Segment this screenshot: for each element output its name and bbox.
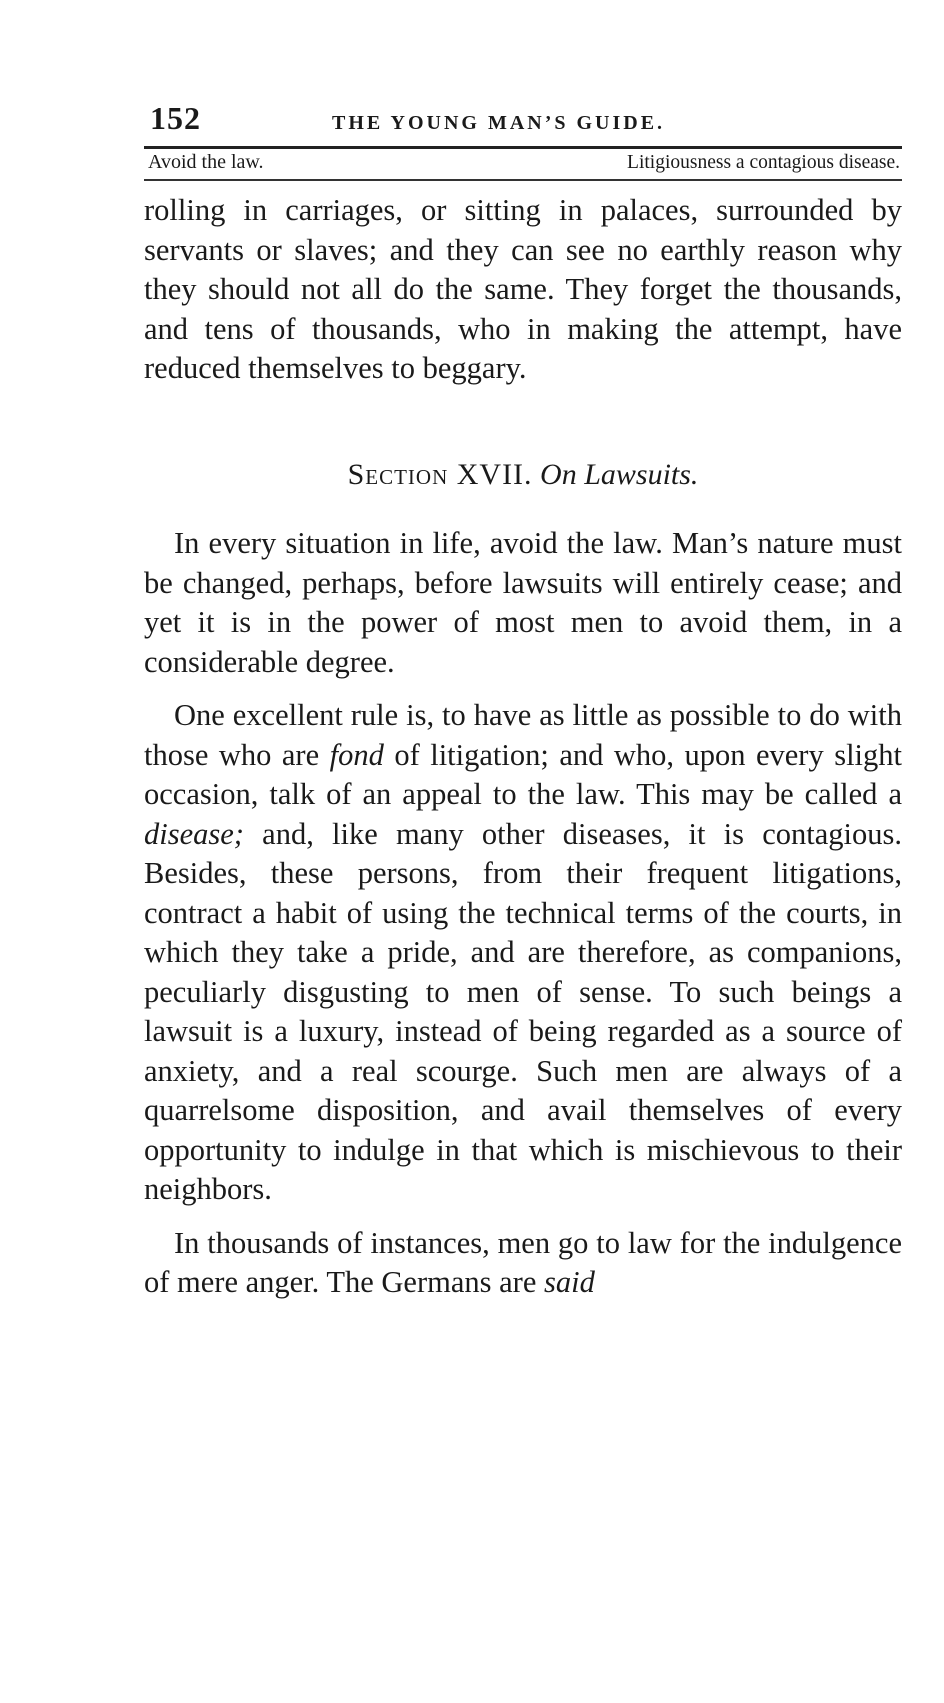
book-page: [144, 96, 902, 1303]
paragraph-text: of litigation; and who, upon every slight occasion, talk of an appeal to the law. This may be called a: [144, 737, 902, 811]
section-label: Section XVII.: [347, 457, 533, 491]
paragraph: In every situation in life, avoid the law. Man’s nature must be changed, perhaps, before lawsuits will entirely cease; and yet it is in the power of most men to avoid them, in a considerable degree.: [144, 526, 902, 679]
paragraph: [144, 1224, 902, 1303]
section-heading: [144, 455, 902, 495]
emphasis-text: said: [544, 1265, 595, 1299]
section-title: On Lawsuits.: [540, 457, 699, 491]
marginal-notes: [144, 149, 902, 179]
marginal-notes-rule: [144, 179, 902, 181]
marginal-note-right: Litigiousness a contagious disease.: [627, 152, 900, 173]
continuation-paragraph: rolling in carriages, or sitting in palaces, surrounded by servants or slaves; and they can see no earthly reason why they should not all do the same. They forget the thousands, and tens of thousands, who in making the attempt, have reduced themselves to beggary.: [144, 193, 902, 385]
emphasis-text: disease;: [144, 816, 244, 851]
emphasis-text: fond: [329, 737, 384, 772]
body-text: [144, 191, 902, 1303]
book-title: THE YOUNG MAN’S GUIDE.: [332, 112, 666, 134]
marginal-note-left: Avoid the law.: [148, 151, 264, 173]
page-number: 152: [150, 100, 201, 136]
paragraph: [144, 696, 902, 1210]
paragraph-text: and, like many other diseases, it is contagious. Besides, these persons, from their frequent litigations, contract a habit of using the technical terms of the courts, in which they take a pride, and are therefore, as companions, peculiarly disgusting to men of sense. To such beings a lawsuit is a luxury, instead of being regarded as a source of anxiety, and a real scourge. Such men are always of a quarrelsome disposition, and avail themselves of every opportunity to indulge in that which is mischievous to their neighbors.: [144, 816, 902, 1206]
paragraph-text: One excellent rule is, to have as little as possible to do with those who are: [144, 698, 902, 772]
paragraph-text: In thousands of instances, men go to law for the indulgence of mere anger. The Germans are: [144, 1225, 902, 1299]
running-head: [144, 96, 902, 146]
